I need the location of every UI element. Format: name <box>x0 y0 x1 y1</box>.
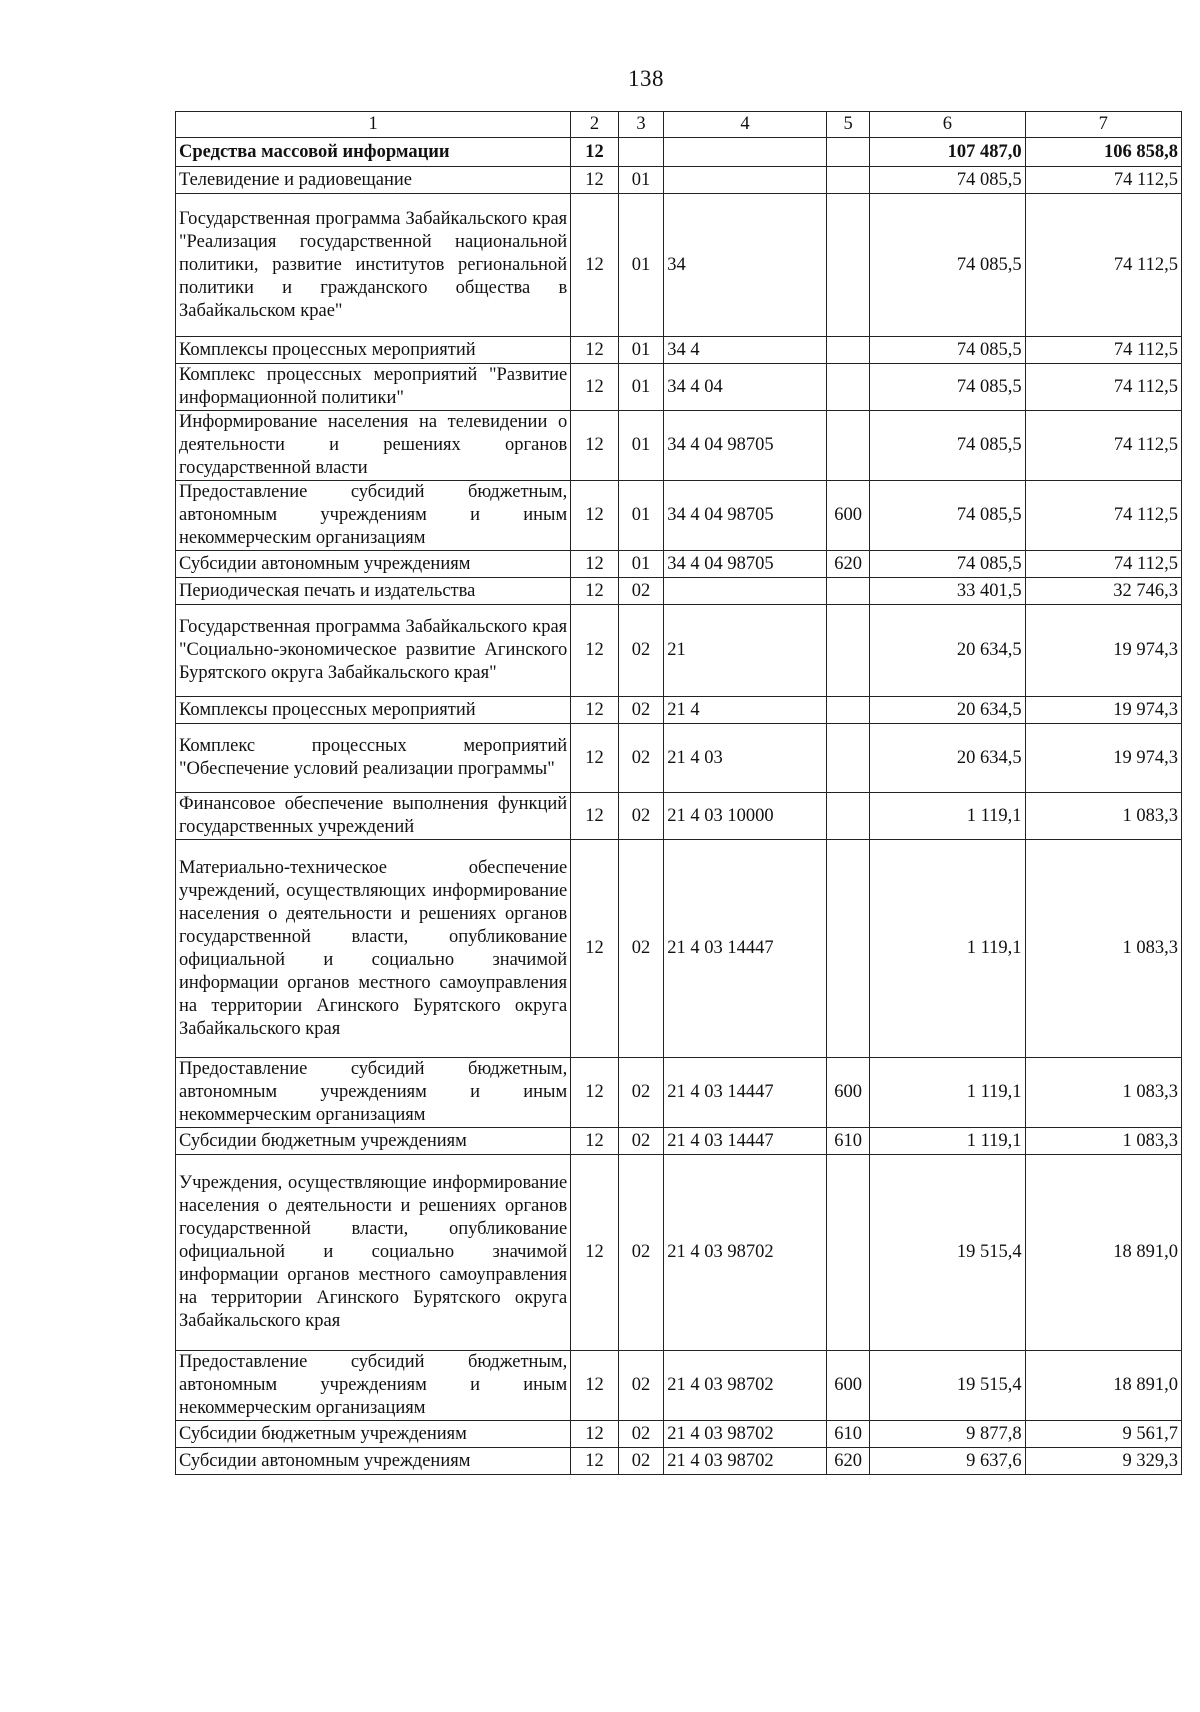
subsection-code-cell: 02 <box>618 1058 663 1128</box>
amount-year1-cell: 74 085,5 <box>870 337 1025 364</box>
amount-year1-cell: 74 085,5 <box>870 364 1025 411</box>
target-article-cell: 21 4 03 98702 <box>664 1351 827 1421</box>
table-row <box>176 194 1182 337</box>
table-row <box>176 1421 1182 1448</box>
budget-table <box>175 111 1182 1475</box>
subsection-code-cell: 02 <box>618 793 663 840</box>
amount-year1-cell: 74 085,5 <box>870 167 1025 194</box>
row-name-cell: Информирование населения на телевидении о деятельности и решениях органов государственной власти <box>176 411 571 481</box>
section-code-cell: 12 <box>571 1351 619 1421</box>
amount-year1-cell: 107 487,0 <box>870 138 1025 167</box>
expense-type-cell: 610 <box>826 1421 869 1448</box>
amount-year2-cell: 74 112,5 <box>1025 551 1181 578</box>
subsection-code-cell <box>618 138 663 167</box>
row-name-cell: Государственная программа Забайкальского края "Социально-экономическое развитие Агинского Бурятского округа Забайкальского края" <box>176 605 571 697</box>
section-code-cell: 12 <box>571 1421 619 1448</box>
amount-year1-cell: 74 085,5 <box>870 194 1025 337</box>
row-name-cell: Периодическая печать и издательства <box>176 578 571 605</box>
header-cell: 7 <box>1025 112 1181 138</box>
row-name-cell: Субсидии бюджетным учреждениям <box>176 1421 571 1448</box>
target-article-cell: 21 4 03 98702 <box>664 1448 827 1475</box>
row-name-cell: Комплексы процессных мероприятий <box>176 337 571 364</box>
amount-year2-cell: 74 112,5 <box>1025 337 1181 364</box>
section-code-cell: 12 <box>571 551 619 578</box>
row-name-cell: Телевидение и радиовещание <box>176 167 571 194</box>
target-article-cell: 34 4 <box>664 337 827 364</box>
subsection-code-cell: 02 <box>618 1421 663 1448</box>
target-article-cell: 21 4 03 98702 <box>664 1155 827 1351</box>
subsection-code-cell: 01 <box>618 364 663 411</box>
table-row <box>176 364 1182 411</box>
subsection-code-cell: 01 <box>618 551 663 578</box>
target-article-cell: 21 4 03 10000 <box>664 793 827 840</box>
row-name-cell: Субсидии автономным учреждениям <box>176 1448 571 1475</box>
subsection-code-cell: 02 <box>618 1351 663 1421</box>
header-cell: 6 <box>870 112 1025 138</box>
amount-year2-cell: 9 561,7 <box>1025 1421 1181 1448</box>
expense-type-cell: 610 <box>826 1128 869 1155</box>
expense-type-cell <box>826 194 869 337</box>
target-article-cell <box>664 167 827 194</box>
amount-year1-cell: 1 119,1 <box>870 1058 1025 1128</box>
section-code-cell: 12 <box>571 1155 619 1351</box>
expense-type-cell <box>826 697 869 724</box>
table-row <box>176 167 1182 194</box>
section-code-cell: 12 <box>571 138 619 167</box>
amount-year1-cell: 1 119,1 <box>870 840 1025 1058</box>
expense-type-cell: 620 <box>826 551 869 578</box>
table-row <box>176 605 1182 697</box>
subsection-code-cell: 02 <box>618 724 663 793</box>
target-article-cell <box>664 138 827 167</box>
table-row <box>176 481 1182 551</box>
amount-year2-cell: 74 112,5 <box>1025 167 1181 194</box>
row-name-cell: Комплексы процессных мероприятий <box>176 697 571 724</box>
subsection-code-cell: 01 <box>618 167 663 194</box>
subsection-code-cell: 02 <box>618 578 663 605</box>
row-name-cell: Субсидии бюджетным учреждениям <box>176 1128 571 1155</box>
target-article-cell: 21 4 03 14447 <box>664 840 827 1058</box>
target-article-cell: 21 4 03 14447 <box>664 1128 827 1155</box>
row-name-cell: Финансовое обеспечение выполнения функций государственных учреждений <box>176 793 571 840</box>
section-code-cell: 12 <box>571 578 619 605</box>
target-article-cell: 34 4 04 98705 <box>664 481 827 551</box>
row-name-cell: Материально-техническое обеспечение учреждений, осуществляющих информирование населения о деятельности и решениях органов государственной власти, опубликование официальной и социально значимой информации органов местного самоуправления на территории Агинского Бурятского округа Забайкальского края <box>176 840 571 1058</box>
amount-year1-cell: 20 634,5 <box>870 724 1025 793</box>
row-name-cell: Учреждения, осуществляющие информирование населения о деятельности и решениях органов государственной власти, опубликование официальной и социально значимой информации органов местного самоуправления на территории Агинского Бурятского округа Забайкальского края <box>176 1155 571 1351</box>
table-row <box>176 1058 1182 1128</box>
table-row <box>176 1351 1182 1421</box>
amount-year1-cell: 33 401,5 <box>870 578 1025 605</box>
expense-type-cell <box>826 364 869 411</box>
amount-year1-cell: 19 515,4 <box>870 1351 1025 1421</box>
section-code-cell: 12 <box>571 605 619 697</box>
amount-year1-cell: 20 634,5 <box>870 605 1025 697</box>
section-code-cell: 12 <box>571 481 619 551</box>
table-row <box>176 578 1182 605</box>
amount-year2-cell: 1 083,3 <box>1025 840 1181 1058</box>
section-code-cell: 12 <box>571 337 619 364</box>
expense-type-cell <box>826 605 869 697</box>
table-header-row <box>176 112 1182 138</box>
section-code-cell: 12 <box>571 1128 619 1155</box>
expense-type-cell: 600 <box>826 1351 869 1421</box>
target-article-cell <box>664 578 827 605</box>
subsection-code-cell: 01 <box>618 481 663 551</box>
target-article-cell: 21 <box>664 605 827 697</box>
section-code-cell: 12 <box>571 840 619 1058</box>
table-row <box>176 1128 1182 1155</box>
target-article-cell: 21 4 <box>664 697 827 724</box>
amount-year1-cell: 19 515,4 <box>870 1155 1025 1351</box>
amount-year2-cell: 19 974,3 <box>1025 697 1181 724</box>
amount-year1-cell: 1 119,1 <box>870 793 1025 840</box>
amount-year1-cell: 9 637,6 <box>870 1448 1025 1475</box>
subsection-code-cell: 02 <box>618 697 663 724</box>
amount-year2-cell: 74 112,5 <box>1025 364 1181 411</box>
section-code-cell: 12 <box>571 364 619 411</box>
table-row <box>176 840 1182 1058</box>
section-code-cell: 12 <box>571 1058 619 1128</box>
table-row <box>176 411 1182 481</box>
amount-year2-cell: 1 083,3 <box>1025 1128 1181 1155</box>
section-code-cell: 12 <box>571 167 619 194</box>
header-cell: 4 <box>664 112 827 138</box>
target-article-cell: 21 4 03 <box>664 724 827 793</box>
target-article-cell: 34 4 04 98705 <box>664 411 827 481</box>
section-code-cell: 12 <box>571 793 619 840</box>
table-row <box>176 1448 1182 1475</box>
expense-type-cell <box>826 793 869 840</box>
section-code-cell: 12 <box>571 411 619 481</box>
amount-year2-cell: 74 112,5 <box>1025 411 1181 481</box>
table-row <box>176 724 1182 793</box>
expense-type-cell: 600 <box>826 481 869 551</box>
amount-year1-cell: 74 085,5 <box>870 551 1025 578</box>
amount-year2-cell: 74 112,5 <box>1025 194 1181 337</box>
amount-year2-cell: 74 112,5 <box>1025 481 1181 551</box>
subsection-code-cell: 01 <box>618 337 663 364</box>
amount-year1-cell: 74 085,5 <box>870 411 1025 481</box>
expense-type-cell <box>826 167 869 194</box>
row-name-cell: Государственная программа Забайкальского края "Реализация государственной национальной политики, развитие институтов региональной политики и гражданского общества в Забайкальском крае" <box>176 194 571 337</box>
section-code-cell: 12 <box>571 194 619 337</box>
amount-year2-cell: 1 083,3 <box>1025 1058 1181 1128</box>
subsection-code-cell: 02 <box>618 1128 663 1155</box>
row-name-cell: Субсидии автономным учреждениям <box>176 551 571 578</box>
expense-type-cell <box>826 724 869 793</box>
amount-year2-cell: 18 891,0 <box>1025 1351 1181 1421</box>
expense-type-cell <box>826 840 869 1058</box>
target-article-cell: 21 4 03 14447 <box>664 1058 827 1128</box>
amount-year2-cell: 9 329,3 <box>1025 1448 1181 1475</box>
page-number: 138 <box>628 66 664 91</box>
subsection-code-cell: 01 <box>618 411 663 481</box>
row-name-cell: Комплекс процессных мероприятий "Развитие информационной политики" <box>176 364 571 411</box>
expense-type-cell: 600 <box>826 1058 869 1128</box>
header-cell: 5 <box>826 112 869 138</box>
expense-type-cell <box>826 578 869 605</box>
subsection-code-cell: 02 <box>618 840 663 1058</box>
subsection-code-cell: 02 <box>618 1155 663 1351</box>
amount-year1-cell: 74 085,5 <box>870 481 1025 551</box>
amount-year2-cell: 106 858,8 <box>1025 138 1181 167</box>
expense-type-cell <box>826 138 869 167</box>
section-code-cell: 12 <box>571 697 619 724</box>
target-article-cell: 34 4 04 <box>664 364 827 411</box>
header-cell: 2 <box>571 112 619 138</box>
section-code-cell: 12 <box>571 1448 619 1475</box>
row-name-cell: Предоставление субсидий бюджетным, автономным учреждениям и иным некоммерческим организациям <box>176 1351 571 1421</box>
expense-type-cell <box>826 411 869 481</box>
expense-type-cell: 620 <box>826 1448 869 1475</box>
amount-year1-cell: 1 119,1 <box>870 1128 1025 1155</box>
amount-year2-cell: 18 891,0 <box>1025 1155 1181 1351</box>
row-name-cell: Комплекс процессных мероприятий "Обеспечение условий реализации программы" <box>176 724 571 793</box>
table-row <box>176 1155 1182 1351</box>
subsection-code-cell: 02 <box>618 1448 663 1475</box>
row-name-cell: Предоставление субсидий бюджетным, автономным учреждениям и иным некоммерческим организациям <box>176 481 571 551</box>
subsection-code-cell: 01 <box>618 194 663 337</box>
expense-type-cell <box>826 337 869 364</box>
target-article-cell: 34 4 04 98705 <box>664 551 827 578</box>
header-cell: 3 <box>618 112 663 138</box>
section-code-cell: 12 <box>571 724 619 793</box>
table-row <box>176 793 1182 840</box>
subsection-code-cell: 02 <box>618 605 663 697</box>
target-article-cell: 21 4 03 98702 <box>664 1421 827 1448</box>
header-cell: 1 <box>176 112 571 138</box>
amount-year1-cell: 9 877,8 <box>870 1421 1025 1448</box>
amount-year2-cell: 1 083,3 <box>1025 793 1181 840</box>
row-name-cell: Предоставление субсидий бюджетным, автономным учреждениям и иным некоммерческим организациям <box>176 1058 571 1128</box>
row-name-cell: Средства массовой информации <box>176 138 571 167</box>
amount-year2-cell: 19 974,3 <box>1025 605 1181 697</box>
amount-year1-cell: 20 634,5 <box>870 697 1025 724</box>
amount-year2-cell: 32 746,3 <box>1025 578 1181 605</box>
table-row <box>176 697 1182 724</box>
table-row <box>176 337 1182 364</box>
table-row <box>176 551 1182 578</box>
table-row <box>176 138 1182 167</box>
expense-type-cell <box>826 1155 869 1351</box>
target-article-cell: 34 <box>664 194 827 337</box>
amount-year2-cell: 19 974,3 <box>1025 724 1181 793</box>
